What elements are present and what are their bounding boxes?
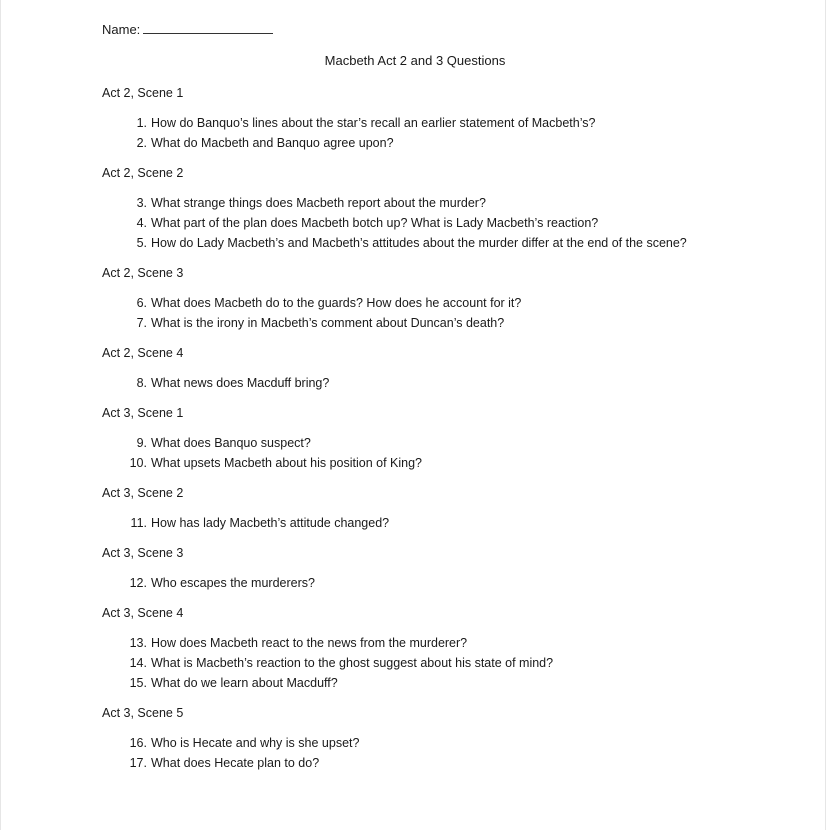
section-heading: Act 2, Scene 3 [102,266,184,280]
question-number: 14. [129,656,147,670]
question-list [102,113,722,153]
question-text: What do we learn about Macduff? [151,676,338,690]
question-text: What does Hecate plan to do? [151,756,320,770]
question-number: 8. [136,376,147,390]
question-number: 12. [129,576,147,590]
question-text: What does Banquo suspect? [151,436,311,450]
question-item [102,293,722,313]
question-number: 1. [136,116,147,130]
question-text: What is the irony in Macbeth’s comment about Duncan’s death? [151,316,505,330]
question-number: 9. [136,436,147,450]
question-item [102,213,722,233]
section-heading: Act 3, Scene 1 [102,406,184,420]
section-heading: Act 3, Scene 3 [102,546,184,560]
section-heading: Act 2, Scene 1 [102,86,184,100]
question-item [102,673,722,693]
question-item [102,373,722,393]
question-number: 10. [129,456,147,470]
question-item [102,753,722,773]
section-heading: Act 3, Scene 2 [102,486,184,500]
question-list [102,513,722,533]
question-list [102,633,722,693]
question-item [102,113,722,133]
question-item [102,733,722,753]
question-number: 16. [129,736,147,750]
question-number: 5. [136,236,147,250]
question-text: What news does Macduff bring? [151,376,330,390]
question-text: What do Macbeth and Banquo agree upon? [151,136,394,150]
question-list [102,293,722,333]
question-item [102,513,722,533]
question-number: 17. [129,756,147,770]
question-list [102,193,722,253]
question-item [102,633,722,653]
question-text: Who escapes the murderers? [151,576,315,590]
question-text: What strange things does Macbeth report about the murder? [151,196,486,210]
question-item [102,653,722,673]
name-field-line [102,21,273,39]
question-item [102,193,722,213]
question-text: Who is Hecate and why is she upset? [151,736,360,750]
question-item [102,573,722,593]
section-heading: Act 2, Scene 4 [102,346,184,360]
question-number: 3. [136,196,147,210]
question-item [102,233,722,253]
question-number: 15. [129,676,147,690]
question-sections [102,83,722,783]
section-heading: Act 2, Scene 2 [102,166,184,180]
question-text: How has lady Macbeth’s attitude changed? [151,516,390,530]
question-list [102,373,722,393]
question-text: What is Macbeth’s reaction to the ghost suggest about his state of mind? [151,656,554,670]
question-text: How does Macbeth react to the news from the murderer? [151,636,468,650]
question-item [102,133,722,153]
question-text: What part of the plan does Macbeth botch up? What is Lady Macbeth’s reaction? [151,216,599,230]
question-list [102,573,722,593]
question-item [102,313,722,333]
question-text: What upsets Macbeth about his position of King? [151,456,422,470]
question-list [102,433,722,473]
document-title: Macbeth Act 2 and 3 Questions [324,53,506,68]
question-item [102,453,722,473]
section-heading: Act 3, Scene 5 [102,706,184,720]
question-list [102,733,722,773]
question-number: 11. [130,516,147,530]
question-number: 7. [136,316,147,330]
question-item [102,433,722,453]
question-text: What does Macbeth do to the guards? How does he account for it? [151,296,522,310]
name-label: Name: [102,22,141,37]
question-number: 13. [129,636,147,650]
question-number: 6. [136,296,147,310]
question-number: 2. [136,136,147,150]
section-heading: Act 3, Scene 4 [102,606,184,620]
question-number: 4. [136,216,147,230]
name-blank [143,21,273,34]
question-text: How do Banquo’s lines about the star’s recall an earlier statement of Macbeth’s? [151,116,596,130]
question-text: How do Lady Macbeth’s and Macbeth’s attitudes about the murder differ at the end of the scene? [151,236,687,250]
